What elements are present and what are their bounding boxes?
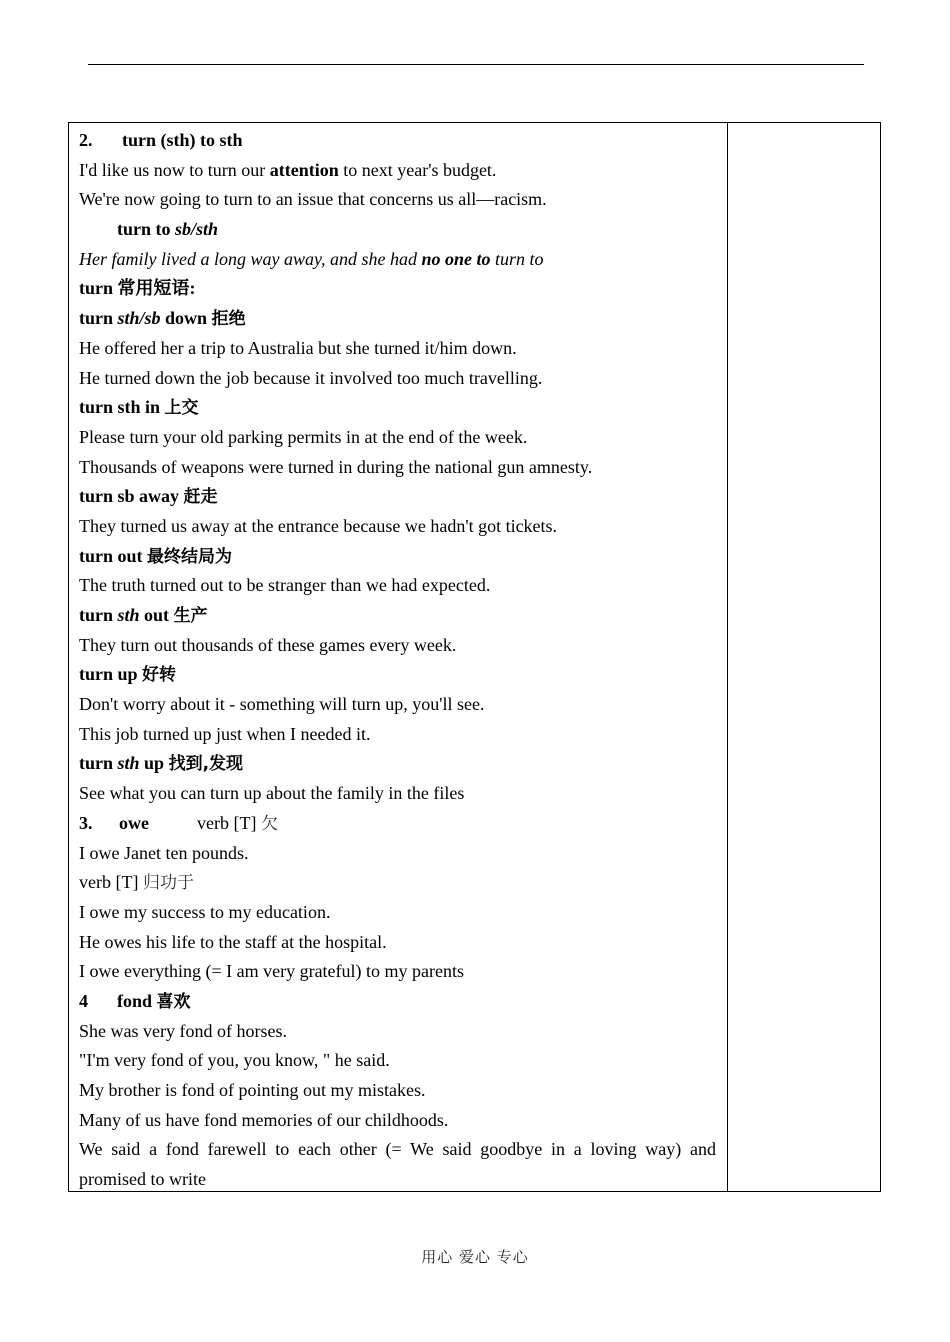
example-sentence: I owe everything (= I am very grateful) to my parents (79, 961, 465, 982)
phrase-heading: turn sb away 赶走 (79, 486, 218, 508)
section-4-heading: 4 fond 喜欢 (79, 990, 191, 1012)
example-sentence: We're now going to turn to an issue that concerns us all—racism. (79, 189, 547, 210)
header-rule (88, 64, 864, 65)
phrase-heading: turn out 最终结局为 (79, 545, 233, 567)
phrase-heading: turn sth up 找到,发现 (79, 753, 244, 775)
example-sentence: See what you can turn up about the family in the files (79, 783, 465, 804)
example-sentence: Don't worry about it - something will turn up, you'll see. (79, 694, 485, 715)
example-sentence: Please turn your old parking permits in at the end of the week. (79, 426, 528, 447)
example-sentence: My brother is fond of pointing out my mistakes. (79, 1080, 426, 1100)
section-3-heading: 3. owe verb [T] 欠 (79, 812, 278, 834)
phrase-heading: turn up 好转 (79, 664, 177, 686)
content-cell (69, 123, 728, 1191)
example-sentence: Many of us have fond memories of our childhoods. (79, 1109, 449, 1130)
example-sentence: This job turned up just when I needed it. (79, 723, 371, 744)
example-sentence: The truth turned out to be stranger than we had expected. (79, 575, 491, 596)
example-sentence: He offered her a trip to Australia but she turned it/him down. (79, 337, 517, 358)
example-sentence: We said a fond farewell to each other (= We said goodbye in a loving way) and promised to write (79, 1139, 716, 1190)
example-sentence: I owe Janet ten pounds. (79, 842, 249, 863)
phrase-heading: turn sth/sb down 拒绝 (79, 308, 246, 330)
phrase-heading: turn sth out 生产 (79, 605, 208, 626)
content-table (68, 122, 881, 1192)
example-sentence: I'd like us now to turn our attention to next year's budget. (79, 159, 497, 180)
page-footer: 用心 爱心 专心 (421, 1248, 529, 1266)
example-sentence: I owe my success to my education. (79, 901, 331, 922)
example-sentence: She was very fond of horses. (79, 1020, 287, 1041)
example-sentence: He turned down the job because it involved too much travelling. (79, 367, 543, 388)
example-sentence: They turn out thousands of these games every week. (79, 634, 457, 655)
example-sentence: They turned us away at the entrance because we hadn't got tickets. (79, 515, 558, 536)
example-sentence: Thousands of weapons were turned in during the national gun amnesty. (79, 456, 593, 477)
sub-heading: turn to sb/sth (117, 219, 219, 240)
phrases-title: turn 常用短语: (79, 278, 196, 299)
example-sentence: He owes his life to the staff at the hospital. (79, 931, 387, 952)
example-sentence: Her family lived a long way away, and she had no one to turn to (79, 248, 544, 269)
section-2-heading: 2. turn (sth) to sth (79, 130, 243, 150)
example-sentence: "I'm very fond of you, you know, " he said. (79, 1050, 390, 1071)
sense-label: verb [T] 归功于 (79, 872, 194, 894)
phrase-heading: turn sth in 上交 (79, 397, 199, 419)
notes-cell (728, 123, 880, 1191)
